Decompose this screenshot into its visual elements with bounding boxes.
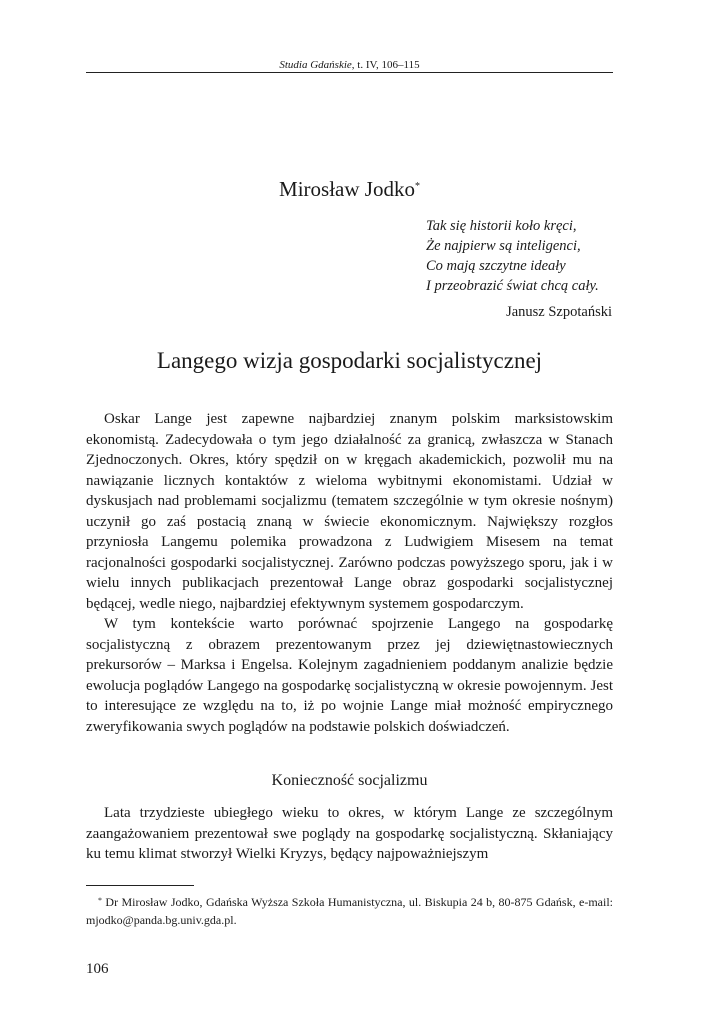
epigraph-line: Tak się historii koło kręci, — [426, 218, 577, 234]
page-number: 106 — [86, 961, 109, 977]
body-paragraph: Oskar Lange jest zapewne najbardziej znanym polskim marksistowskim ekonomistą. Zadecydowała o tym jego działalność za granicą, zwłaszcza w Stanach Zjednoczonych. Okres, który spędził on w kręgach akademickich, pozwolił mu na nawiązanie licznych kontaktów z wieloma wybitnymi ekonomistami. Udział w dyskusjach nad problemami socjalizmu (tematem szczególnie w tym okresie nośnym) uczynił go zaś postacią znaną w świecie ekonomicznym. Największy rozgłos przyniosła Langemu polemika prowadzona z Ludwigiem Misesem na temat racjonalności gospodarki socjalistycznej. Zarówno podczas powyższego sporu, jak i w wielu innych publikacjach prezentował Lange obraz gospodarki socjalistycznej będącej, wedle niego, najbardziej efektywnym systemem gospodarczym. — [86, 411, 613, 612]
epigraph-line: Co mają szczytne ideały — [426, 258, 566, 274]
body-paragraph: Lata trzydzieste ubiegłego wieku to okres, w którym Lange ze szczególnym zaangażowaniem prezentował swe poglądy na gospodarkę socjalistyczną. Skłaniający ku temu klimat stworzył Wielki Kryzys, będący najpoważniejszym — [86, 805, 613, 862]
section-text — [86, 803, 613, 865]
article-title: Langego wizja gospodarki socjalistycznej — [156, 348, 543, 373]
footnote — [86, 893, 613, 929]
author-line — [86, 176, 613, 202]
footnote-rule — [86, 885, 194, 886]
running-head — [86, 58, 613, 72]
author-footnote-mark: * — [414, 181, 420, 192]
epigraph-line: Że najpierw są inteligenci, — [426, 238, 581, 254]
journal-name: Studia Gdańskie — [279, 59, 352, 71]
author-name: Mirosław Jodko — [279, 177, 415, 201]
header-rule — [86, 72, 613, 73]
introduction-text — [86, 409, 613, 737]
footnote-text: Dr Mirosław Jodko, Gdańska Wyższa Szkoła Humanistyczna, ul. Biskupia 24 b, 80-875 Gdańsk, e-mail: mjodko@panda.bg.univ.gda.pl. — [86, 895, 613, 927]
body-paragraph: W tym kontekście warto porównać spojrzenie Langego na gospodarkę socjalistyczną z obrazem prezentowanym przez jej dziewiętnastowiecznych prekursorów – Marksa i Engelsa. Kolejnym zagadnieniem poddanym analizie będzie ewolucja poglądów Langego na gospodarkę socjalistyczną w okresie powojennym. Jest to interesujące ze względu na to, iż po wojnie Lange miał możność empirycznego zweryfikowania swych poglądów na podstawie polskich doświadczeń. — [86, 616, 613, 735]
footnote-mark: * — [98, 896, 102, 905]
epigraph-attribution: Janusz Szpotański — [506, 304, 612, 320]
epigraph-line: I przeobrazić świat chcą cały. — [426, 278, 599, 294]
section-heading: Konieczność socjalizmu — [271, 772, 428, 789]
epigraph — [426, 216, 616, 320]
volume-pages: , t. IV, 106–115 — [351, 59, 420, 71]
